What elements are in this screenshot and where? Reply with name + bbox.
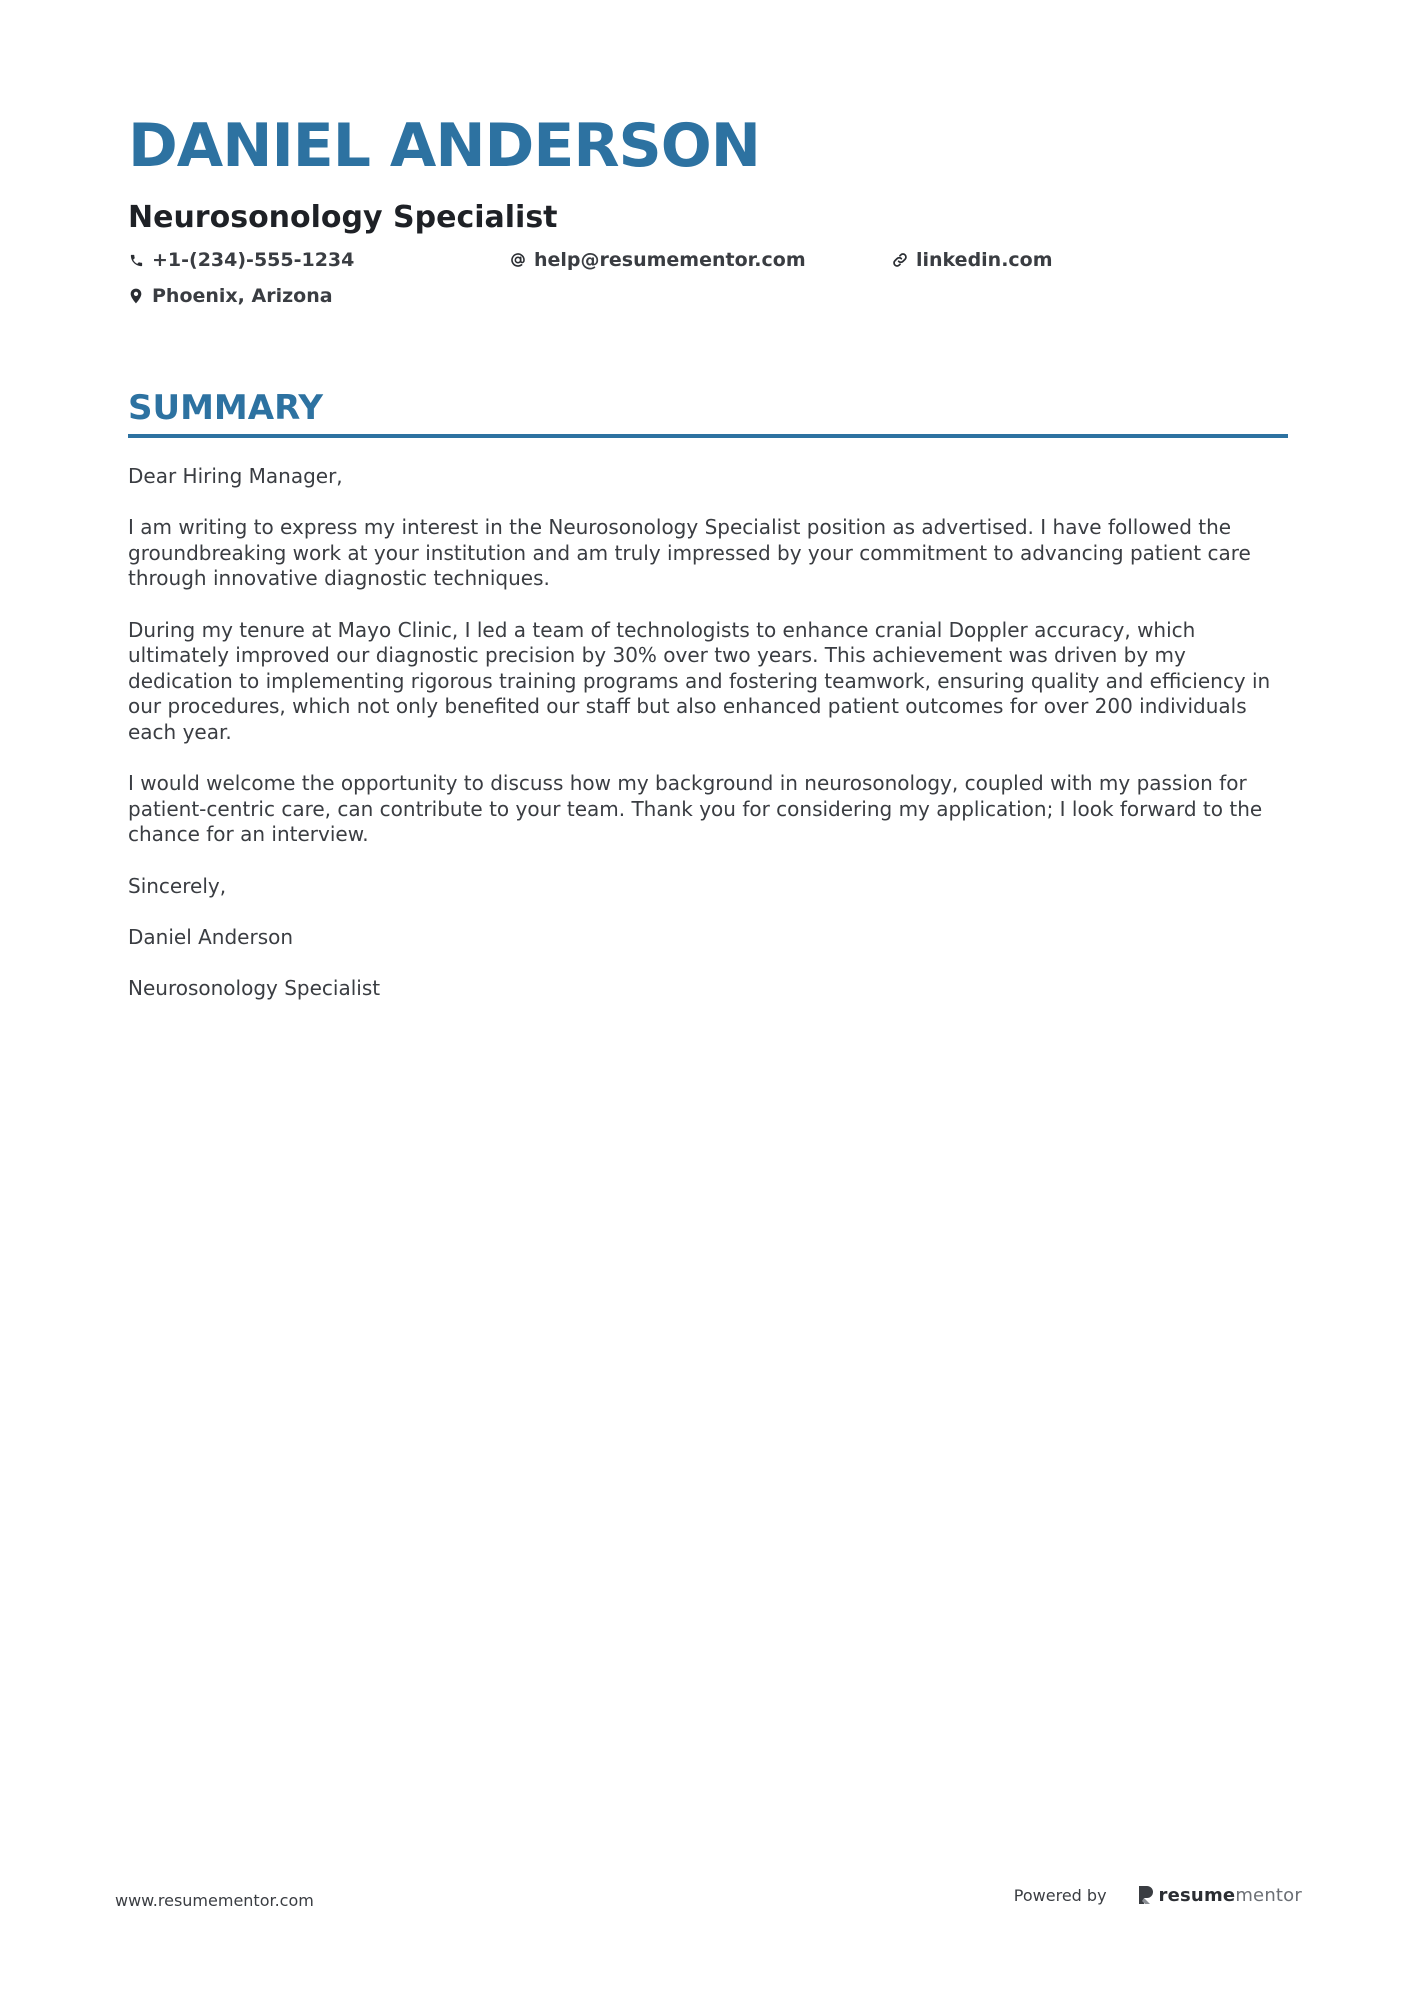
location-text: Phoenix, Arizona: [152, 285, 333, 307]
at-icon: [510, 252, 526, 268]
location-pin-icon: [128, 288, 144, 304]
letter-paragraph: During my tenure at Mayo Clinic, I led a team of technologists to enhance cranial Doppler accuracy, which ultimately improved our diagnostic precision by 30% over two years. This achievement was driven by my dedication to implementing rigorous training programs and fostering teamwork, ensuring quality and efficiency in our procedures, which not only benefited our staff but also enhanced patient outcomes for over 200 individuals each year.: [128, 617, 1271, 744]
powered-by-text: Powered by: [1013, 1885, 1107, 1905]
letter-paragraph: I am writing to express my interest in the Neurosonology Specialist position as advertised. I have followed the groundbreaking work at your institution and am truly impressed by your commitment to advancing patient care through innovative diagnostic techniques.: [128, 515, 1251, 591]
candidate-name: DANIEL ANDERSON: [128, 111, 760, 181]
resumementor-logo-icon: [1137, 1884, 1155, 1906]
signature-title: Neurosonology Specialist: [128, 975, 381, 1000]
signature-name: Daniel Anderson: [128, 924, 294, 949]
brand-name: [1159, 1885, 1302, 1906]
contact-location: [128, 284, 510, 308]
phone-icon: [128, 252, 144, 268]
letter-paragraph: I would welcome the opportunity to discuss how my background in neurosonology, coupled with my passion for patient-centric care, can contribute to your team. Thank you for considering my application; I look forward to the chance for an interview.: [128, 771, 1263, 847]
contact-info: [128, 248, 1288, 308]
footer-branding: [1014, 1884, 1302, 1906]
brand-name-light: mentor: [1235, 1884, 1302, 1906]
link-icon: [892, 252, 908, 268]
brand-name-bold: resume: [1158, 1884, 1236, 1906]
footer-website: www.resumementor.com: [115, 1891, 314, 1910]
email-text: help@resumementor.com: [534, 249, 806, 271]
header: [128, 108, 1288, 308]
job-title: Neurosonology Specialist: [128, 200, 558, 235]
summary-section: [128, 386, 1288, 1027]
salutation: Dear Hiring Manager,: [128, 464, 343, 488]
phone-text: +1-(234)-555-1234: [152, 249, 355, 271]
contact-phone: [128, 248, 510, 272]
closing: Sincerely,: [128, 873, 227, 898]
website-text: linkedin.com: [916, 249, 1053, 271]
summary-heading: SUMMARY: [128, 388, 324, 428]
contact-email: [510, 248, 892, 272]
section-divider: [128, 434, 1288, 438]
letter-body: [128, 464, 1288, 1001]
brand-logo: [1137, 1884, 1302, 1906]
contact-website: [892, 248, 1274, 272]
